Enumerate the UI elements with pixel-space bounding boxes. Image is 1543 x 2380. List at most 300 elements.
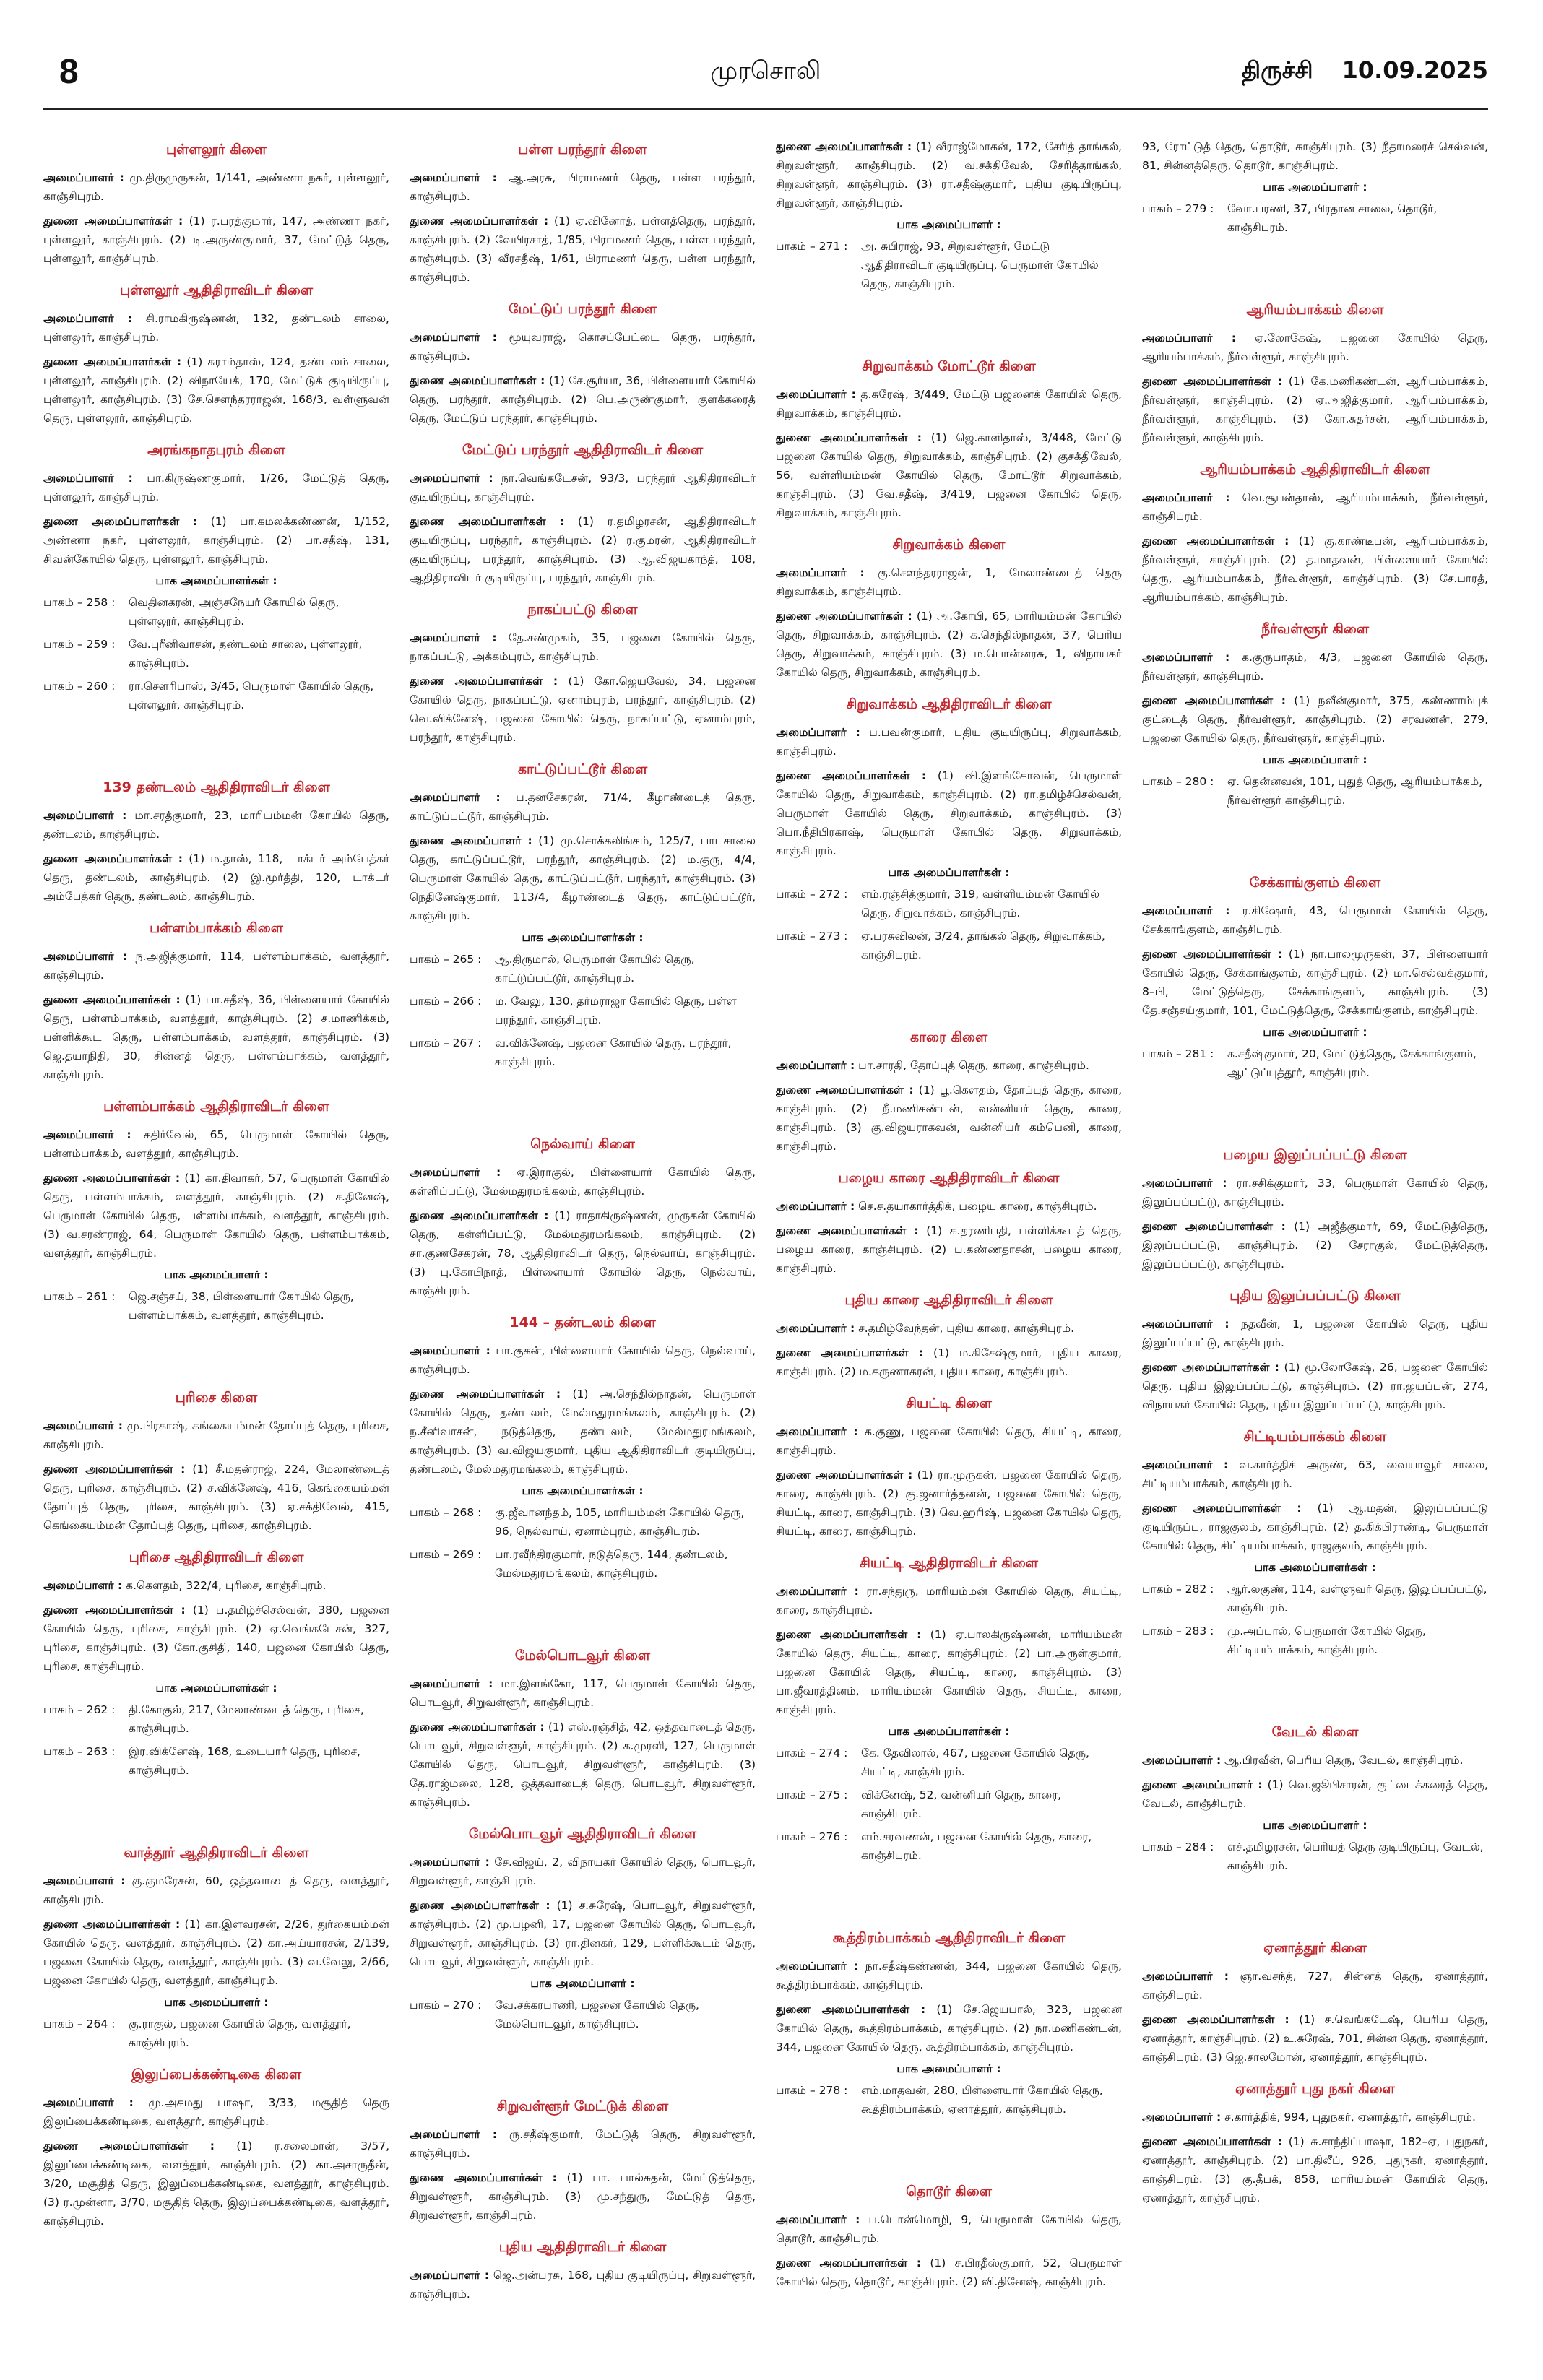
booth-number: பாகம் – 268 : [410, 1506, 482, 1519]
branch-section [776, 1029, 1122, 1156]
booth-number: பாகம் – 264 : [43, 2017, 116, 2030]
role-label: துணை அமைப்பாளர்கள் : [776, 1628, 922, 1641]
role-label: துணை அமைப்பாளர்கள் : [43, 215, 183, 228]
member-entry [776, 2000, 1122, 2056]
member-details: (1) சே.சூர்யா, 36, பிள்ளையார் கோயில் தெரு, பரந்தூர், காஞ்சிபுரம். (2) பெ.அருண்குமார், குளக்கரைத் தெரு, மேட்டுப் பரந்தூர், காஞ்சிபுரம். [410, 374, 756, 425]
booth-subheading: பாக அமைப்பாளர் : [1263, 1819, 1367, 1832]
branch-heading: சிறுவாக்கம் கிளை [892, 537, 1006, 553]
branch-section [776, 137, 1122, 293]
booth-row [776, 237, 1122, 293]
branch-heading: மேல்பொடவூர் ஆதிதிராவிடர் கிளை [468, 1826, 697, 1842]
branch-section [410, 1136, 756, 1300]
member-entry [410, 469, 756, 506]
member-details: (1) நா.பாலமுருகன், 37, பிள்ளையார் கோயில் தெரு, சேக்காங்குளம், காஞ்சிபுரம். (2) மா.செல்வக்குமார், 8–பி, மேட்டுத்தெரு, சேக்காங்குளம், காஞ்சிபுரம். (3) தே.சஞ்சய்குமார், 101, மேட்டுத்தெரு, சேக்காங்குளம், காஞ்சிபுரம். [1142, 948, 1488, 1017]
role-label: அமைப்பாளர் : [410, 171, 497, 184]
booth-number: பாகம் – 278 : [776, 2084, 848, 2097]
booth-row [1142, 1044, 1488, 1082]
member-details: ர.கிஷோர், 43, பெருமாள் கோயில் தெரு, சேக்காங்குளம், காஞ்சிபுரம். [1142, 904, 1488, 936]
branch-section [43, 1390, 389, 1535]
branch-section [43, 142, 389, 268]
branch-heading: மேட்டுப் பரந்தூர் கிளை [508, 301, 657, 317]
role-label: அமைப்பாளர் : [410, 1166, 501, 1179]
member-entry [43, 168, 389, 206]
booth-details: விக்னேஷ், 52, வன்னியர் தெரு, காரை, காஞ்சிபுரம். [861, 1788, 1062, 1820]
booth-row [43, 1700, 389, 1738]
member-details: (1) கா.திவாகர், 57, பெருமாள் கோயில் தெரு, பள்ளம்பாக்கம், வளத்தூர், காஞ்சிபுரம். (2) ச.தினேஷ், பெருமாள் கோயில் தெரு, பள்ளம்பாக்கம், வளத்தூர், காஞ்சிபுரம். (3) வ.சரண்ராஜ், 64, பெருமாள் கோயில் தெரு, பள்ளம்பாக்கம், வளத்தூர், காஞ்சிபுரம். [43, 1172, 389, 1260]
branch-heading: ஆரியம்பாக்கம் ஆதிதிராவிடர் கிளை [1200, 462, 1430, 477]
member-details: (1) சுராம்தாஸ், 124, தண்டலம் சாலை, புள்ளலூர், காஞ்சிபுரம். (2) விநாயேக், 170, மேட்டுக் குடியிருப்பு, புள்ளலூர், காஞ்சிபுரம். (3) சே.சௌந்தரராஜன், 168/3, வள்ளுவன் தெரு, புள்ளலூர், காஞ்சிபுரம். [43, 355, 389, 425]
role-label: அமைப்பாளர் : [410, 1677, 493, 1690]
branch-heading: வேடல் கிளை [1271, 1724, 1359, 1740]
booth-details: கு.ராகுல், பஜனை கோயில் தெரு, வளத்தூர், காஞ்சிபுரம். [129, 2017, 351, 2049]
member-details: க.குருபாதம், 4/3, பஜனை கோயில் தெரு, நீர்வள்ளூர், காஞ்சிபுரம். [1142, 651, 1488, 683]
member-details: (1) கோ.ஜெயவேல், 34, பஜனை கோயில் தெரு, நாகப்பட்டு, ஏனாம்புரம், பரந்தூர், காஞ்சிபுரம். (2) வெ.விக்னேஷ், பஜனை கோயில் தெரு, நாகப்பட்டு, ஏனாம்புரம், பரந்தூர், காஞ்சிபுரம். [410, 675, 756, 744]
member-entry [43, 947, 389, 985]
member-entry [410, 168, 756, 206]
booth-subheading: பாக அமைப்பாளர்கள் : [522, 1484, 644, 1497]
role-label: அமைப்பாளர் : [776, 566, 865, 579]
branch-heading: சிட்டியம்பாக்கம் கிளை [1243, 1429, 1387, 1445]
member-details: (1) மூ.லோகேஷ், 26, பஜனை கோயில் தெரு, புதிய இலுப்பப்பட்டு, காஞ்சிபுரம். (2) ரா.ஜயப்பன், 274, விநாயகர் கோயில் தெரு, புதிய இலுப்பப்பட்டு, காஞ்சிபுரம். [1142, 1361, 1488, 1411]
booth-details: வெதினகரன், அஞ்சநேயர் கோயில் தெரு, புள்ளலூர், காஞ்சிபுரம். [129, 596, 340, 628]
booth-details: ஏ. தென்னவன், 101, புதுத் தெரு, ஆரியம்பாக்கம், நீர்வள்ளூர் காஞ்சிபுரம். [1227, 775, 1483, 807]
booth-row [410, 1545, 756, 1583]
role-label: துணை அமைப்பாளர்கள் : [1142, 2013, 1289, 2026]
branch-heading: சேக்காங்குளம் கிளை [1249, 875, 1381, 891]
role-label: துணை அமைப்பாளர்கள் : [776, 1346, 924, 1359]
branch-section [1142, 621, 1488, 810]
member-entry [776, 607, 1122, 682]
member-details: ஏ.லோகேஷ், பஜனை கோயில் தெரு, ஆரியம்பாக்கம், நீர்வள்ளூர், காஞ்சிபுரம். [1142, 332, 1488, 363]
booth-number: பாகம் – 270 : [410, 1999, 482, 2012]
member-details: நா.வெங்கடேசன், 93/3, பரந்தூர் ஆதிதிராவிடர் குடியிருப்பு, காஞ்சிபுரம். [410, 472, 756, 503]
member-entry [410, 1674, 756, 1712]
role-label: அமைப்பாளர் : [410, 1344, 490, 1357]
booth-row [1142, 1838, 1488, 1875]
role-label: துணை அமைப்பாளர்கள் : [776, 2256, 922, 2269]
branch-section [410, 142, 756, 287]
member-details: (1) ச.பிரதீஸ்குமார், 52, பெருமாள் கோயில் தெரு, தொடூர், காஞ்சிபுரம். (2) வி.தினேஷ், காஞ்சிபுரம். [776, 2256, 1122, 2288]
member-entry [43, 309, 389, 347]
member-details: (1) நவீன்குமார், 375, கண்ணாம்புக் குட்டைத் தெரு, நீர்வள்ளூர், காஞ்சிபுரம். (2) சரவணன், 279, பஜனை கோயில் தெரு, நீர்வள்ளூர், காஞ்சிபுரம். [1142, 694, 1488, 745]
booth-subheading: பாக அமைப்பாளர்கள் : [522, 931, 644, 944]
booth-details: ஆர்.லகுண், 114, வள்ளுவர் தெரு, இலுப்பப்பட்டு, காஞ்சிபுரம். [1227, 1583, 1487, 1614]
member-details: சே.விஜய், 2, விநாயகர் கோயில் தெரு, பொடவூர், சிறுவள்ளூர், காஞ்சிபுரம். [410, 1856, 756, 1887]
booth-number: பாகம் – 261 : [43, 1290, 116, 1303]
member-entry [43, 212, 389, 268]
member-entry [1142, 532, 1488, 607]
member-entry [1142, 329, 1488, 366]
booth-row [43, 1287, 389, 1325]
booth-details: ஏ.பரசுவிலன், 3/24, தாங்கல் தெரு, சிறுவாக்கம், காஞ்சிபுரம். [861, 930, 1105, 961]
booth-details: எம்.ரஞ்சித்குமார், 319, வள்ளியம்மன் கோயில் தெரு, சிறுவாக்கம், காஞ்சிபுரம். [861, 888, 1099, 919]
member-entry [410, 1853, 756, 1890]
member-details: (1) வெ.ஜூபிசாரன், குட்டைக்கரைத் தெரு, வேடல், காஞ்சிபுரம். [1142, 1778, 1488, 1810]
member-entry [1142, 2010, 1488, 2067]
booth-details: ஆ.திருமால், பெருமாள் கோயில் தெரு, காட்டுப்பட்டூர், காஞ்சிபுரம். [495, 953, 695, 985]
role-label: அமைப்பாளர் : [776, 1322, 855, 1335]
role-label: துணை அமைப்பாளர்கள் : [776, 1224, 919, 1237]
role-label: அமைப்பாளர் : [1142, 332, 1237, 345]
member-details: (1) ராதாகிருஷ்ணன், முருகன் கோயில் தெரு, கள்ளிப்பட்டு, மேல்மதுரமங்கலம், காஞ்சிபுரம். (2) சா.குணசேகரன், 78, ஆதிதிராவிடர் தெரு, நெல்வாய், காஞ்சிபுரம். (3) பு.கோபிநாத், பிள்ளையார் கோயில் தெரு, நெல்வாய், காஞ்சிபுரம். [410, 1209, 756, 1297]
member-entry [410, 2168, 756, 2225]
member-details: ஞா.வசந்த், 727, சின்னத் தெரு, ஏனாத்தூர், காஞ்சிபுரம். [1142, 1970, 1488, 2002]
branch-heading: மேட்டுப் பரந்தூர் ஆதிதிராவிடர் கிளை [462, 442, 704, 458]
member-entry [1142, 901, 1488, 939]
member-details: (1) கா.இளவரசன், 2/26, துர்கையம்மன் கோயில் தெரு, வளத்தூர், காஞ்சிபுரம். (2) கா.அய்யாரசன், 2/139, பஜனை கோயில் தெரு, வளத்தூர், காஞ்சிபுரம். (3) வ.வேலு, 2/66, பஜனை கோயில் தெரு, வளத்தூர், காஞ்சிபுரம். [43, 1918, 389, 1987]
role-label: துணை அமைப்பாளர்கள் : [410, 1721, 545, 1734]
role-label: அமைப்பாளர் : [43, 1128, 131, 1141]
role-label: அமைப்பாளர் : [410, 472, 493, 485]
booth-details: பா.ரவீந்திரகுமார், நடுத்தெரு, 144, தண்டலம், மேல்மதுரமங்கலம், காஞ்சிபுரம். [495, 1548, 728, 1580]
branch-section [1142, 1724, 1488, 1875]
booth-number: பாகம் – 284 : [1142, 1840, 1214, 1853]
member-details: (1) வி.இளங்கோவன், பெருமாள் கோயில் தெரு, சிறுவாக்கம், காஞ்சிபுரம். (2) ரா.தமிழ்ச்செல்வன், பெருமாள் கோயில் தெரு, சிறுவாக்கம், காஞ்சிபுரம். (3) பொ.நீதிபிரகாஷ், பெருமாள் கோயில் தெரு, சிறுவாக்கம், காஞ்சிபுரம். [776, 769, 1122, 857]
member-entry [776, 1957, 1122, 1994]
member-entry [410, 628, 756, 666]
role-label: துணை அமைப்பாளர்கள் : [1142, 1361, 1279, 1374]
role-label: அமைப்பாளர் : [43, 171, 124, 184]
member-entry [776, 1197, 1122, 1216]
branch-heading: இலுப்பைக்கண்டிகை கிளை [131, 2067, 302, 2082]
booth-details: வோ.பரணி, 37, பிரதான சாலை, தொடூர், காஞ்சிபுரம். [1227, 202, 1438, 234]
branch-heading: சியட்டி கிளை [906, 1395, 992, 1411]
member-entry [43, 806, 389, 844]
branch-heading: ஏனாத்தூர் கிளை [1263, 1940, 1367, 1956]
member-details: க.குணு, பஜனை கோயில் தெரு, சியட்டி, காரை, காஞ்சிபுரம். [776, 1425, 1122, 1457]
member-entry [1142, 1217, 1488, 1273]
member-entry [43, 1169, 389, 1263]
member-details: (1) அ.கோபி, 65, மாரியம்மன் கோயில் தெரு, சிறுவாக்கம், காஞ்சிபுரம். (2) க.செந்தில்நாதன், 37, பெரிய தெரு, சிறுவாக்கம், காஞ்சிபுரம். (3) ம.பொன்னரசு, 1, விநாயகர் கோயில் தெரு, சிறுவாக்கம், காஞ்சிபுரம். [776, 610, 1122, 679]
member-entry [776, 2254, 1122, 2291]
member-details: கதிர்வேல், 65, பெருமாள் கோயில் தெரு, பள்ளம்பாக்கம், வளத்தூர், காஞ்சிபுரம். [43, 1128, 389, 1160]
branch-section [1142, 302, 1488, 447]
role-label: அமைப்பாளர் : [43, 809, 127, 822]
booth-details: அ. சுபிராஜ், 93, சிறுவள்ளூர், மேட்டு ஆதிதிராவிடர் குடியிருப்பு, பெருமாள் கோயில் தெரு, காஞ்சிபுரம். [861, 240, 1099, 290]
role-label: துணை அமைப்பாளர்கள் : [410, 215, 549, 228]
role-label: துணை அமைப்பாளர் : [1142, 1778, 1263, 1791]
branch-section [43, 1549, 389, 1780]
role-label: துணை அமைப்பாளர்கள் : [410, 1388, 561, 1401]
member-entry [410, 1163, 756, 1200]
member-entry [776, 1343, 1122, 1381]
booth-row [43, 1742, 389, 1780]
column-3 [776, 137, 1122, 2362]
branch-heading: புதிய ஆதிதிராவிடர் கிளை [498, 2239, 667, 2255]
branch-section [1142, 1147, 1488, 1273]
member-entry [776, 1625, 1122, 1719]
member-entry [1142, 945, 1488, 1020]
booth-number: பாகம் – 273 : [776, 930, 848, 943]
branch-section [776, 1930, 1122, 2119]
role-label: துணை அமைப்பாளர்கள் : [410, 515, 565, 528]
branch-section [410, 1648, 756, 1812]
member-entry [410, 2125, 756, 2163]
role-label: அமைப்பாளர் : [1142, 1970, 1229, 1983]
branch-heading: பழைய காரை ஆதிதிராவிடர் கிளை [838, 1170, 1060, 1186]
member-entry [410, 328, 756, 365]
role-label: துணை அமைப்பாளர்கள் : [410, 675, 558, 688]
branch-section [776, 2184, 1122, 2291]
article-columns [43, 137, 1488, 2362]
branch-heading: புரிசை ஆதிதிராவிடர் கிளை [129, 1549, 304, 1565]
member-entry [776, 137, 1122, 212]
booth-number: பாகம் – 271 : [776, 240, 848, 253]
role-label: அமைப்பாளர் : [1142, 1458, 1229, 1471]
member-details: மு.பிரகாஷ், கங்கையம்மன் தோப்புத் தெரு, புரிசை, காஞ்சிபுரம். [43, 1419, 389, 1451]
member-entry [776, 766, 1122, 860]
branch-section [410, 442, 756, 587]
booth-number: பாகம் – 258 : [43, 596, 116, 609]
role-label: அமைப்பாளர் : [776, 1960, 859, 1973]
booth-details: எம்.சரவணன், பஜனை கோயில் தெரு, காரை, காஞ்சிபுரம். [861, 1830, 1092, 1862]
member-entry [776, 1582, 1122, 1619]
role-label: அமைப்பாளர் : [410, 631, 497, 644]
booth-row [776, 2081, 1122, 2119]
branch-section [1142, 1940, 1488, 2067]
branch-section [410, 301, 756, 428]
booth-subheading: பாக அமைப்பாளர் : [896, 2062, 1001, 2075]
edition-city: திருச்சி [1241, 56, 1313, 84]
member-entry [410, 1718, 756, 1812]
member-entry [776, 1422, 1122, 1460]
member-entry [410, 1896, 756, 1971]
role-label: துணை அமைப்பாளர்கள் : [776, 1468, 913, 1481]
member-entry [1142, 137, 1488, 175]
member-details: ப.பவன்குமார், புதிய குடியிருப்பு, சிறுவாக்கம், காஞ்சிபுரம். [776, 726, 1122, 758]
role-label: துணை அமைப்பாளர்கள் : [1142, 535, 1289, 548]
booth-number: பாகம் – 262 : [43, 1703, 116, 1716]
member-details: நா.சதீஷ்கண்ணன், 344, பஜனை கோயில் தெரு, கூத்திரம்பாக்கம், காஞ்சிபுரம். [776, 1960, 1122, 1991]
member-entry [1142, 648, 1488, 685]
member-details: (1) ச.சுரேஷ், பொடவூர், சிறுவள்ளூர், காஞ்சிபுரம். (2) மு.பழனி, 17, பஜனை கோயில் தெரு, பொடவூர், சிறுவள்ளூர், காஞ்சிபுரம். (3) ரா.தினகர், 129, பள்ளிக்கூடம் தெரு, பொடவூர், சிறுவள்ளூர், காஞ்சிபுரம். [410, 1899, 756, 1968]
member-details: தே.சண்முகம், 35, பஜனை கோயில் தெரு, நாகப்பட்டு, அக்கம்புரம், காஞ்சிபுரம். [410, 631, 756, 663]
role-label: துணை அமைப்பாளர்கள் : [43, 355, 182, 368]
role-label: அமைப்பாளர் : [43, 950, 127, 963]
booth-details: மு.அப்பால், பெருமாள் கோயில் தெரு, சிட்டியம்பாக்கம், காஞ்சிபுரம். [1227, 1624, 1426, 1656]
member-entry [43, 1871, 389, 1909]
role-label: அமைப்பாளர் : [776, 388, 856, 401]
member-entry [410, 672, 756, 747]
member-entry [1142, 1499, 1488, 1555]
member-entry [1142, 1967, 1488, 2004]
member-details: வெ.சூபன்தாஸ், ஆரியம்பாக்கம், நீர்வள்ளூர், காஞ்சிபுரம். [1142, 491, 1488, 523]
member-details: ரா.சந்துரு, மாரியம்மன் கோயில் தெரு, சியட்டி, காரை, காஞ்சிபுரம். [776, 1585, 1122, 1617]
branch-heading: பழைய இலுப்பப்பட்டு கிளை [1223, 1147, 1407, 1163]
booth-subheading: பாக அமைப்பாளர் : [896, 218, 1001, 231]
member-details: நதவீன், 1, பஜனை கோயில் தெரு, புதிய இலுப்பப்பட்டு, காஞ்சிபுரம். [1142, 1317, 1488, 1349]
branch-heading: நெல்வாய் கிளை [530, 1136, 635, 1152]
branch-section [776, 358, 1122, 522]
booth-number: பாகம் – 269 : [410, 1548, 482, 1561]
branch-heading: ஏனாத்தூர் புது நகர் கிளை [1235, 2081, 1395, 2097]
booth-row [1142, 772, 1488, 810]
member-details: (1) ஏ.வினோத், பள்ளத்தெரு, பரந்தூர், காஞ்சிபுரம். (2) வேபிரசாத், 1/85, பிராமணர் தெரு, பள்ள பரந்தூர், காஞ்சிபுரம். (3) வீரசதீஷ், 1/61, பிராமணர் தெரு, பள்ள பரந்தூர், காஞ்சிபுரம். [410, 215, 756, 284]
member-details: (1) ச.வெங்கடேஷ், பெரிய தெரு, ஏனாத்தூர், காஞ்சிபுரம். (2) உ.சுரேஷ், 701, சின்ன தெரு, ஏனாத்தூர், காஞ்சிபுரம். (3) ஜெ.சாலமோன், ஏனாத்தூர், காஞ்சிபுரம். [1142, 2013, 1488, 2064]
branch-heading: அரங்கநாதபுரம் கிளை [147, 442, 285, 458]
branch-section [43, 1099, 389, 1325]
branch-heading: புள்ளலூர் ஆதிதிராவிடர் கிளை [119, 282, 314, 298]
branch-heading: நாகப்பட்டு கிளை [527, 602, 638, 618]
role-label: அமைப்பாளர் : [776, 1425, 858, 1438]
role-label: அமைப்பாளர் : [776, 1585, 859, 1598]
branch-section [776, 537, 1122, 682]
member-details: ஜெ.அன்பரசு, 168, புதிய குடியிருப்பு, சிறுவள்ளூர், காஞ்சிபுரம். [410, 2269, 756, 2301]
booth-row [1142, 1580, 1488, 1617]
role-label: அமைப்பாளர் : [410, 331, 497, 344]
booth-row [43, 635, 389, 672]
member-details: பா.கிருஷ்ணகுமார், 1/26, மேட்டுத் தெரு, புள்ளலூர், காஞ்சிபுரம். [43, 472, 389, 503]
booth-row [1142, 1622, 1488, 1659]
member-entry [1142, 1174, 1488, 1211]
member-entry [43, 990, 389, 1084]
member-details: மா.சரத்குமார், 23, மாரியம்மன் கோயில் தெரு, தண்டலம், காஞ்சிபுரம். [43, 809, 389, 841]
member-details: ஏ.இராகுல், பிள்ளையார் கோயில் தெரு, கள்ளிப்பட்டு, மேல்மதுரமங்கலம், காஞ்சிபுரம். [410, 1166, 756, 1198]
member-entry [43, 512, 389, 568]
booth-details: கே. தேவிலால், 467, பஜனை கோயில் தெரு, சியட்டி, காஞ்சிபுரம். [861, 1747, 1089, 1778]
role-label: துணை அமைப்பாளர்கள் : [410, 374, 545, 387]
booth-details: தி.கோகுல், 217, மேலாண்டைத் தெரு, புரிசை, காஞ்சிபுரம். [129, 1703, 364, 1735]
branch-section [1142, 1288, 1488, 1414]
booth-number: பாகம் – 263 : [43, 1745, 116, 1758]
booth-details: வே.புரீனிவாசன், தண்டலம் சாலை, புள்ளலூர், காஞ்சிபுரம். [129, 638, 363, 670]
booth-subheading: பாக அமைப்பாளர்கள் : [1254, 1561, 1376, 1574]
member-details: கு.குமரேசன், 60, ஒத்தவாடைத் தெரு, வளத்தூர், காஞ்சிபுரம். [43, 1874, 389, 1906]
booth-subheading: பாக அமைப்பாளர்கள் : [888, 866, 1010, 879]
member-details: (1) சே.ஜெயபால், 323, பஜனை கோயில் தெரு, கூத்திரம்பாக்கம், காஞ்சிபுரம். (2) நா.மணிகண்டன், 344, பஜனை கோயில் தெரு, கூத்திரம்பாக்கம், காஞ்சிபுரம். [776, 2003, 1122, 2054]
branch-heading: சியட்டி ஆதிதிராவிடர் கிளை [860, 1555, 1038, 1571]
member-details: ச.தமிழ்வேந்தன், புதிய காரை, காஞ்சிபுரம். [858, 1322, 1074, 1335]
member-entry [43, 1416, 389, 1454]
booth-subheading: பாக அமைப்பாளர் : [1263, 753, 1367, 766]
member-details: சி.ராமகிருஷ்ணன், 132, தண்டலம் சாலை, புள்ளலூர், காஞ்சிபுரம். [43, 312, 389, 344]
member-entry [1142, 2108, 1488, 2126]
booth-details: வ.விக்னேஷ், பஜனை கோயில் தெரு, பரந்தூர், காஞ்சிபுரம். [495, 1037, 732, 1068]
booth-subheading: பாக அமைப்பாளர் : [164, 1996, 269, 2009]
booth-row [776, 1827, 1122, 1865]
branch-heading: புள்ளலூர் கிளை [166, 142, 267, 157]
role-label: துணை அமைப்பாளர்கள் : [43, 2139, 215, 2152]
branch-heading: தொடூர் கிளை [906, 2184, 992, 2199]
member-entry [410, 512, 756, 587]
role-label: அமைப்பாளர் : [1142, 904, 1230, 917]
branch-section [43, 2067, 389, 2230]
member-details: க.கௌதம், 322/4, புரிசை, காஞ்சிபுரம். [126, 1579, 327, 1592]
role-label: அமைப்பாளர் : [43, 1419, 123, 1432]
role-label: அமைப்பாளர் : [776, 2213, 860, 2226]
role-label: துணை அமைப்பாளர்கள் : [776, 1083, 914, 1096]
edition-info [1213, 56, 1488, 87]
booth-number: பாகம் – 276 : [776, 1830, 848, 1843]
role-label: துணை அமைப்பாளர்கள் : [1142, 2135, 1282, 2148]
booth-row [43, 593, 389, 631]
booth-number: பாகம் – 282 : [1142, 1583, 1214, 1596]
role-label: துணை அமைப்பாளர்கள் : [776, 140, 912, 153]
booth-details: கு.ஜீவானந்தம், 105, மாரியம்மன் கோயில் தெரு, 96, நெல்வாய், ஏனாம்புரம், காஞ்சிபுரம். [495, 1506, 745, 1538]
member-details: (1) ஜெ.காளிதாஸ், 3/448, மேட்டு பஜனை கோயில் தெரு, சிறுவாக்கம், காஞ்சிபுரம். (2) குசக்திவேல், 56, வள்ளியம்மன் கோயில் தெரு, மோட்டூர் சிறுவாக்கம், காஞ்சிபுரம். (3) வே.சதீஷ், 3/419, பஜனை கோயில் தெரு, சிறுவாக்கம், காஞ்சிபுரம். [776, 431, 1122, 519]
member-details: (1) ம.கிசேஷ்குமார், புதிய காரை, காஞ்சிபுரம். (2) ம.கருணாகரன், புதிய காரை, காஞ்சிபுரம். [776, 1346, 1122, 1378]
booth-number: பாகம் – 267 : [410, 1037, 482, 1050]
booth-subheading: பாக அமைப்பாளர்கள் : [155, 574, 277, 587]
member-details: மு.அகமது பாஷா, 3/33, மசூதித் தெரு இலுப்பைக்கண்டிகை, வளத்தூர், காஞ்சிபுரம். [43, 2096, 389, 2128]
member-entry [776, 1056, 1122, 1075]
branch-heading: 144 – தண்டலம் கிளை [509, 1315, 656, 1330]
branch-section [1142, 1429, 1488, 1659]
role-label: அமைப்பாளர் : [776, 726, 860, 739]
role-label: துணை அமைப்பாளர்கள் : [410, 1899, 550, 1912]
booth-row [410, 1503, 756, 1541]
booth-number: பாகம் – 275 : [776, 1788, 848, 1801]
member-details: (1) சீ.மதன்ராஜ், 224, மேலாண்டைத் தெரு, புரிசை, காஞ்சிபுரம். (2) ச.விக்னேஷ், 416, கெங்கையம்மன் தோப்புத் தெரு, புரிசை, காஞ்சிபுரம். (3) ஏ.சக்திவேல், 415, கெங்கையம்மன் தோப்புத் தெரு, புரிசை, காஞ்சிபுரம். [43, 1463, 389, 1532]
branch-section [410, 2239, 756, 2303]
member-entry [43, 1125, 389, 1163]
role-label: துணை அமைப்பாளர்கள் : [43, 1172, 181, 1185]
role-label: அமைப்பாளர் : [1142, 1177, 1227, 1190]
branch-section [1142, 875, 1488, 1082]
branch-section [776, 1555, 1122, 1865]
role-label: துணை அமைப்பாளர்கள் : [43, 1463, 186, 1476]
member-entry [1142, 1751, 1488, 1770]
booth-number: பாகம் – 265 : [410, 953, 482, 966]
branch-section [1142, 462, 1488, 607]
member-entry [776, 1081, 1122, 1156]
booth-row [776, 1744, 1122, 1781]
member-details: ஆ.அரசு, பிராமணர் தெரு, பள்ள பரந்தூர், காஞ்சிபுரம். [410, 171, 756, 203]
member-entry [776, 428, 1122, 522]
branch-section [43, 282, 389, 428]
branch-section [43, 1845, 389, 2052]
role-label: துணை அமைப்பாளர்கள் : [1142, 1220, 1286, 1233]
branch-heading: பள்ள பரந்தூர் கிளை [518, 142, 647, 157]
member-entry [410, 1341, 756, 1379]
role-label: துணை அமைப்பாளர்கள் : [43, 852, 183, 865]
member-details: (1) ர.பரத்குமார், 147, அண்ணா நகர், புள்ளலூர், காஞ்சிபுரம். (2) டி.அருண்குமார், 37, மேட்டுத் தெரு, புள்ளலூர், காஞ்சிபுரம். [43, 215, 389, 265]
booth-number: பாகம் – 281 : [1142, 1047, 1214, 1060]
role-label: அமைப்பாளர் : [776, 1059, 855, 1072]
member-details: பா.குகன், பிள்ளையார் கோயில் தெரு, நெல்வாய், காஞ்சிபுரம். [410, 1344, 756, 1376]
member-entry [1142, 691, 1488, 748]
role-label: துணை அமைப்பாளர்கள் : [1142, 948, 1283, 961]
booth-number: பாகம் – 266 : [410, 995, 482, 1008]
member-details: ச.கார்த்திக், 994, புதுநகர், ஏனாத்தூர், காஞ்சிபுரம். [1224, 2111, 1476, 2124]
role-label: துணை அமைப்பாளர்கள் : [1142, 375, 1283, 388]
booth-row [1142, 199, 1488, 237]
booth-details: க.சதீஷ்குமார், 20, மேட்டுத்தெரு, சேக்காங்குளம், ஆட்டுப்புத்தூர், காஞ்சிபுரம். [1227, 1047, 1477, 1079]
branch-heading: காரை கிளை [909, 1029, 988, 1045]
role-label: அமைப்பாளர் : [1142, 2111, 1222, 2124]
member-details: மு.திருமுருகன், 1/141, அண்ணா நகர், புள்ளலூர், காஞ்சிபுரம். [43, 171, 389, 203]
branch-section [776, 696, 1122, 964]
booth-subheading: பாக அமைப்பாளர் : [1263, 1026, 1367, 1039]
member-entry [776, 1319, 1122, 1338]
branch-heading: 139 தண்டலம் ஆதிதிராவிடர் கிளை [103, 779, 330, 795]
role-label: துணை அமைப்பாளர்கள் : [776, 2003, 926, 2016]
branch-section [43, 779, 389, 906]
member-entry [410, 2266, 756, 2303]
branch-section [410, 1315, 756, 1583]
booth-number: பாகம் – 272 : [776, 888, 848, 901]
booth-row [410, 950, 756, 987]
member-entry [43, 1460, 389, 1535]
branch-section [1142, 2081, 1488, 2207]
branch-section [776, 1170, 1122, 1278]
branch-section [43, 920, 389, 1084]
booth-row [776, 927, 1122, 964]
member-entry [43, 849, 389, 906]
role-label: அமைப்பாளர் : [43, 1579, 123, 1592]
role-label: அமைப்பாளர் : [410, 2269, 490, 2282]
member-details: கு.சௌந்தரராஜன், 1, மேலாண்டைத் தெரு சிறுவாக்கம், காஞ்சிபுரம். [776, 566, 1122, 598]
